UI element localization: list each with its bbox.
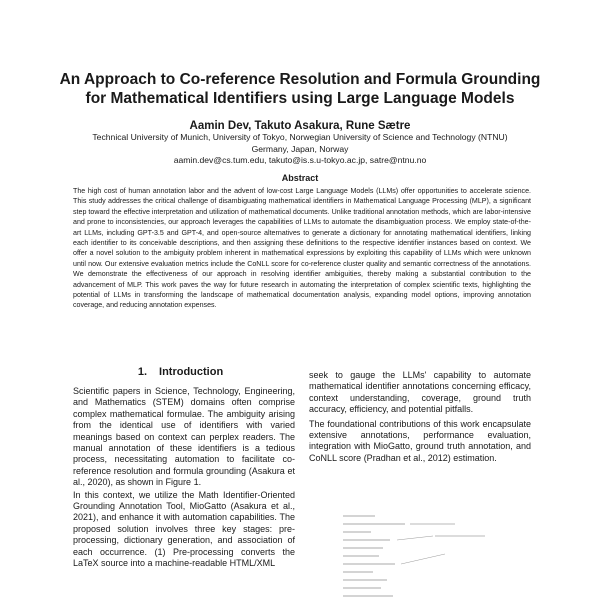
right-paragraph-1: seek to gauge the LLMs' capability to automate mathematical identifier annotations concerning efficacy, context understanding, coverage, ground truth accuracy, efficiency, and potential pitfalls. xyxy=(309,370,531,415)
author-emails: aamin.dev@cs.tum.edu, takuto@is.s.u-tokyo.ac.jp, satre@ntnu.no xyxy=(173,155,427,165)
paper-title xyxy=(30,70,570,108)
right-paragraph-2: The foundational contributions of this work encapsulate extensive annotations, performance evaluation, integration with MioGatto, ground truth annotation, and CoNLL score (Pradhan et al., 2012) estimation. xyxy=(309,418,531,463)
affiliation-line-2: Germany, Japan, Norway xyxy=(251,143,349,154)
abstract-heading: Abstract xyxy=(281,173,319,183)
title-line-1: An Approach to Co-reference Resolution and Formula Grounding xyxy=(59,71,541,88)
affiliations xyxy=(40,132,560,167)
left-column xyxy=(73,386,295,571)
abstract-text: The high cost of human annotation labor and the advent of low-cost Large Language Models (LLMs) offer opportunities to accelerate science. This study addresses the critical challenge of disambiguating mathematical identifiers in Mathematical Language Processing (MLP), a significant step toward the effective interpretation and utilization of mathematical documents. Unlike traditional annotation methods, which are labor-intensive and prone to inconsistencies, our approach leverages the capabilities of LLMs to automate the disambiguation process. We employ state-of-the-art LLMs, including GPT-3.5 and GPT-4, and open-source alternatives to generate a dictionary for annotating mathematical identifiers, linking each identifier to its conceivable descriptions, and then assigning these definitions to the respective identifier instances based on context. We offer a novel solution to the ambiguity problem inherent in mathematical expressions by exploiting this capability of LLMs which were unknown until now. Our extensive evaluation metrics include the CoNLL score for co-reference cluster quality and semantic correctness of the annotations. We demonstrate the effectiveness of our approach in resolving identifier ambiguities, thereby making a substantial contribution to the advancement of MLP. This work paves the way for future research in automating the interpretation of complex scientific texts, highlighting the potential of LLMs in transforming the landscape of mathematical documentation analysis, expanding model options, improving annotation coverage, and reducing annotation expenses. xyxy=(73,187,531,310)
authors: Aamin Dev, Takuto Asakura, Rune Sætre xyxy=(189,120,411,132)
intro-paragraph-2: In this context, we utilize the Math Identifier-Oriented Grounding Annotation Tool, MioGatto (Asakura et al., 2021), and enhance it with automation capabilities. The proposed solution involves three key stages: pre-processing, dictionary generation, and association of each occurrence. (1) Pre-processing converts the LaTeX source into a machine-readable HTML/XML xyxy=(73,489,295,569)
figure-1-preview xyxy=(335,510,510,600)
fig-connector xyxy=(397,536,433,540)
fig-connector xyxy=(401,554,445,564)
figure-sketch xyxy=(335,510,510,600)
title-line-2: for Mathematical Identifiers using Large Language Models xyxy=(85,90,515,107)
section-number: 1. xyxy=(137,366,148,378)
intro-paragraph-1: Scientific papers in Science, Technology, Engineering, and Mathematics (STEM) domains often comprise complex mathematical formulae. The ambiguity arising from the identical use of identifiers with varied meanings based on context can perplex readers. The manual annotation of these identifiers is a tedious process, necessitating automation to facilitate co-reference resolution and formula grounding (Asakura et al., 2020), as shown in Figure 1. xyxy=(73,386,295,488)
section-heading-introduction xyxy=(73,366,288,378)
section-title: Introduction xyxy=(159,366,224,378)
right-column xyxy=(309,370,531,465)
affiliation-line-1: Technical University of Munich, University of Tokyo, Norwegian University of Science and Technology (NTNU) xyxy=(92,132,508,142)
